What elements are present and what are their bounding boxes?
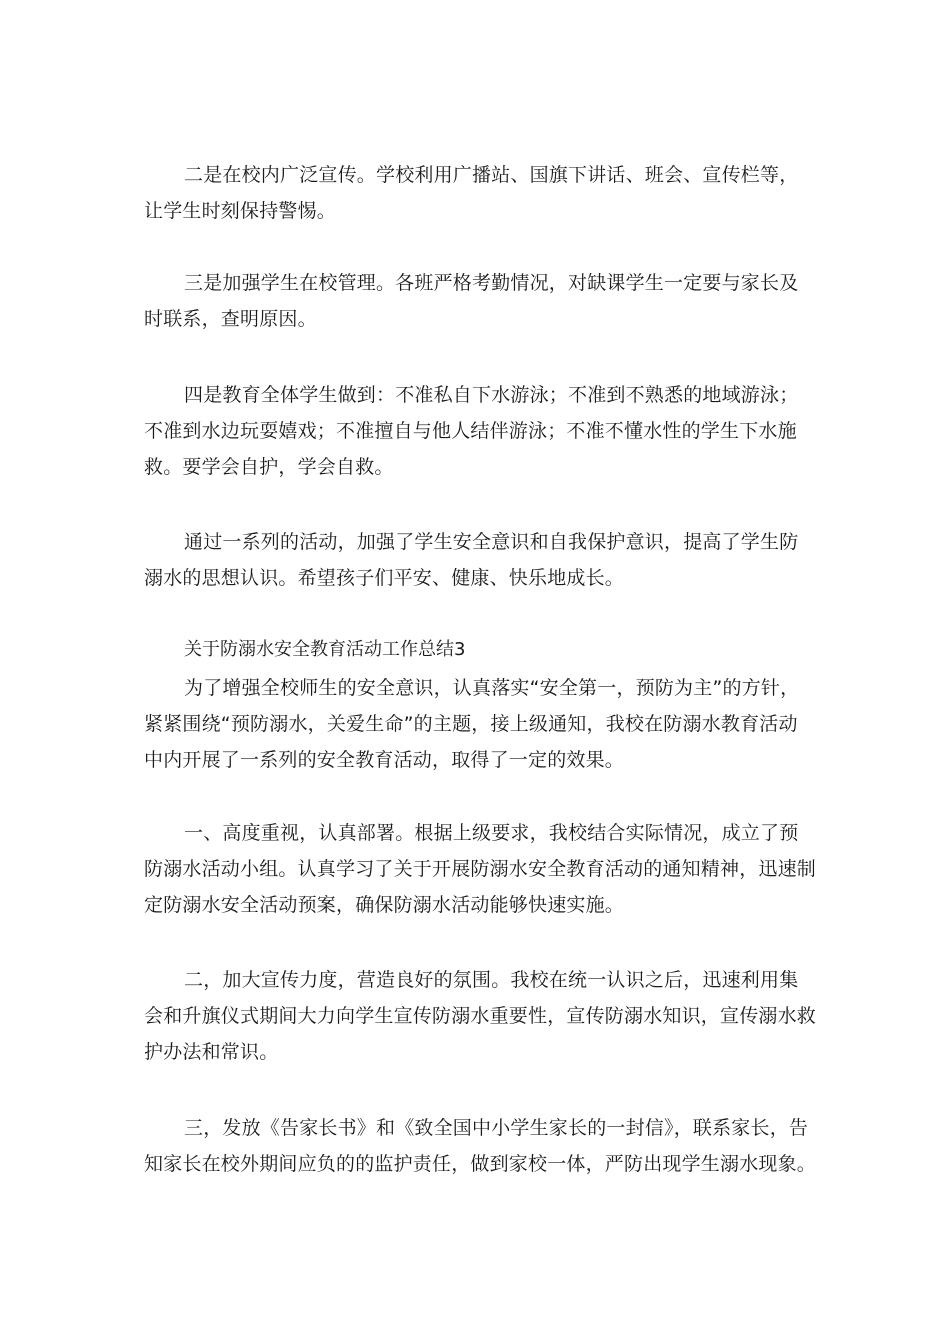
paragraph-student-management: 三是加强学生在校管理。各班严格考勤情况，对缺课学生一定要与家长及时联系，查明原因。 [144, 272, 799, 330]
paragraph-activity-outcome: 通过一系列的活动，加强了学生安全意识和自我保护意识，提高了学生防溺水的思想认识。希望孩子们平安、健康、快乐地成长。 [144, 531, 799, 589]
paragraph-campus-publicity: 二是在校内广泛宣传。学校利用广播站、国旗下讲话、班会、宣传栏等，让学生时刻保持警惕。 [144, 164, 799, 222]
paragraph-introduction: 为了增强全校师生的安全意识，认真落实“安全第一，预防为主”的方针，紧紧围绕“预防溺水，关爱生命”的主题，接上级通知，我校在防溺水教育活动中内开展了一系列的安全教育活动，取得了一定的效果。 [144, 677, 800, 771]
paragraph-parent-letters: 三，发放《告家长书》和《致全国中小学生家长的一封信》，联系家长，告知家长在校外期间应负的的监护责任，做到家校一体，严防出现学生溺水现象。 [144, 1117, 817, 1175]
paragraph-publicity: 二，加大宣传力度，营造良好的氛围。我校在统一认识之后，迅速利用集会和升旗仪式期间大力向学生宣传防溺水重要性，宣传防溺水知识，宣传溺水救护办法和常识。 [144, 969, 817, 1063]
section-title: 关于防溺水安全教育活动工作总结3 [184, 639, 466, 660]
paragraph-deployment: 一、高度重视，认真部署。根据上级要求，我校结合实际情况，成立了预防溺水活动小组。认真学习了关于开展防溺水安全教育活动的通知精神，迅速制定防溺水安全活动预案，确保防溺水活动能够快速实施。 [144, 822, 817, 916]
paragraph-safety-rules: 四是教育全体学生做到：不准私自下水游泳；不准到不熟悉的地域游泳；不准到水边玩耍嬉戏；不准擅自与他人结伴游泳；不准不懂水性的学生下水施救。要学会自护，学会自救。 [144, 384, 799, 478]
